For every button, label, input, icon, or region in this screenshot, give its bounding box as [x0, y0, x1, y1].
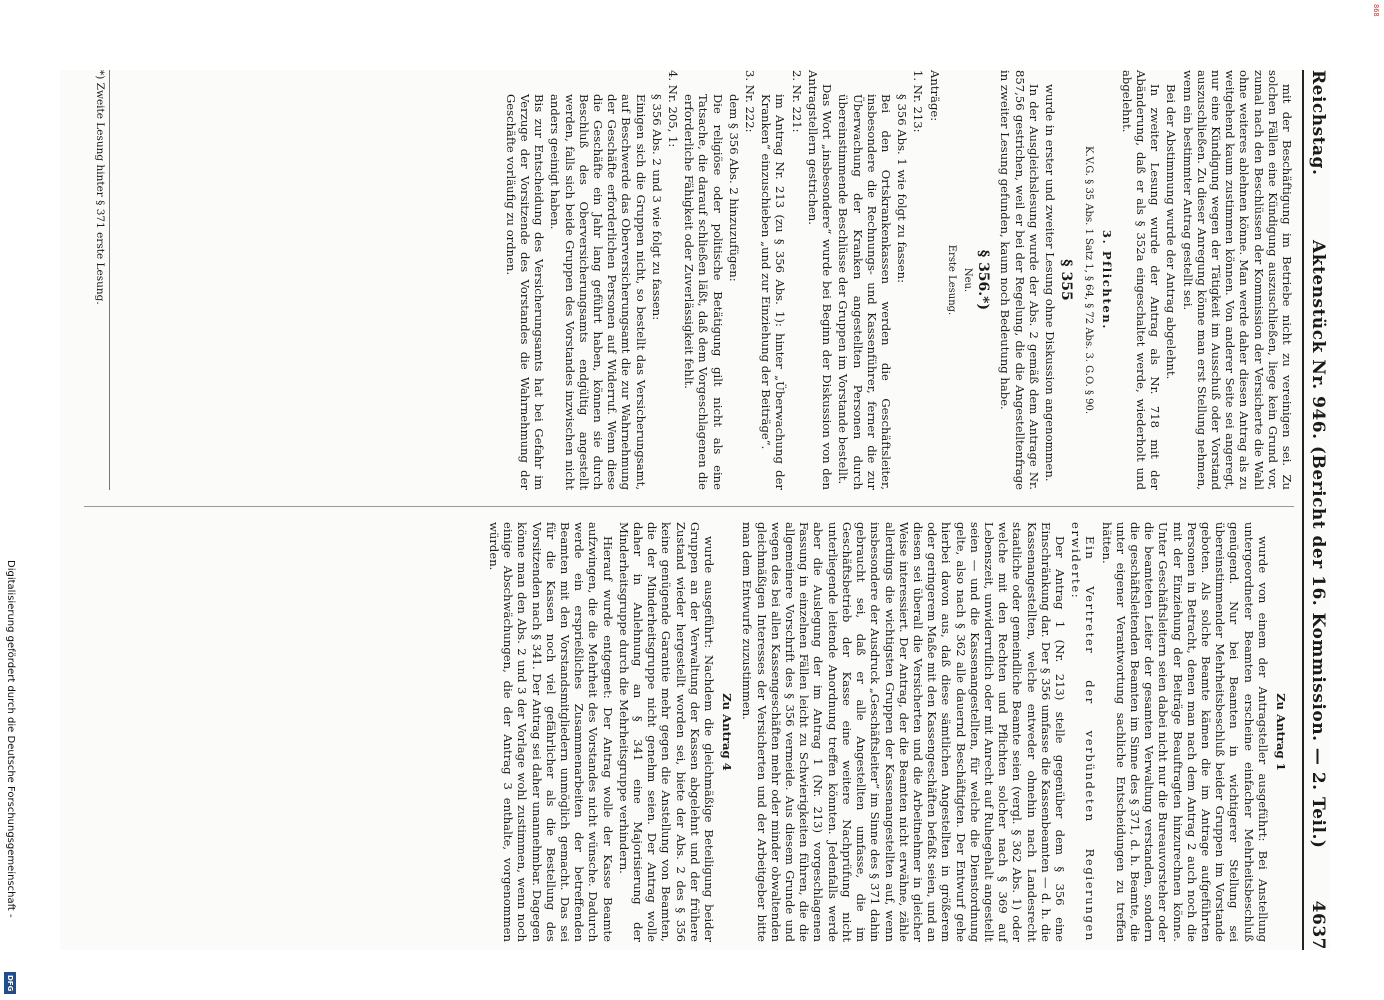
right-column	[485, 522, 1294, 942]
paragraph-355-title: § 355	[1058, 259, 1075, 301]
paragraph-355-text: wurde in erster und zweiter Lesung ohne Diskussion angenommen.	[1042, 84, 1057, 482]
zu-antrag-1-heading: Zu Antrag 1	[1274, 693, 1288, 771]
intro-paragraph-1: mit der Beschäftigung im Betriebe nicht zu vereinigen sei. Zu solchen Fällen eine Kündigung auszuschließen, liege kein Grund vor, zumal nach den Beschlüssen der Kommission der Versicherte die Wahl ohne weiteres ablehnen könne. Man werde daher diesen Antrag als zu weitgehend kaum zustimmen können. Von anderer Seite sei angeregt, nur eine Kündigung wegen der Tätigkeit im Ausschuß oder Vorstand auszuschließen. Zu dieser Anregung könne man erst Stellung nehmen, wenn ein bestimmter Antrag gestellt sei.	[1180, 70, 1294, 490]
header-center: Aktenstück Nr. 946. (Bericht der 16. Kommission. — 2. Teil.)	[1308, 240, 1328, 849]
first-reading-label: Erste Lesung.	[945, 244, 957, 316]
left-column	[502, 70, 1294, 490]
antrag-item: Die religiöse oder politische Betätigung gilt nicht als eine Tatsache, die darauf schließen läßt, daß dem Vorgeschlagenen die erforderliche Fähigkeit oder Zuverlässigkeit fehlt.	[682, 94, 725, 490]
intro-paragraph-2: Bei der Abstimmung wurde der Antrag abgelehnt.	[1164, 84, 1179, 380]
page-number: 4637	[1308, 900, 1328, 950]
antrag-item: 3. Nr. 222:	[743, 70, 758, 133]
section-3-title: 3. Pflichten.	[1099, 229, 1114, 331]
antrag-item: Bis zur Entscheidung des Versicherungsamts hat bei Gefahr im Verzuge der Vorsitzende des Vorstandes die Wahrnehmung der Geschäfte vorläufig zu ordnen.	[503, 94, 547, 490]
antrag-item: § 356 Abs. 1 wie folgt zu fassen:	[895, 94, 910, 283]
scan-mark: 868	[1372, 4, 1380, 17]
antrag-item: Einigen sich die Gruppen nicht, so bestellt das Versicherungsamt, auf Beschwerde das Oberversicherungsamt die zur Wahrnehmung der Geschäfte erforderlichen Personen auf Widerruf. Wenn diese die Geschäfte ein Jahr lang geführt haben, können sie durch Beschluß des Oberversicherungsamts endgültig angestellt werden, falls sich beide Gruppen des Vorstandes inzwischen nicht anders geeinigt haben.	[548, 94, 648, 490]
paragraph-356-new: Neu.	[961, 267, 973, 293]
antrag-item: dem § 356 Abs. 2 hinzuzufügen:	[726, 94, 741, 282]
footnote: *) Zweite Lesung hinter § 371 erste Lesung.	[94, 70, 110, 490]
paragraph-356-title: § 356.*)	[975, 249, 992, 311]
dfg-notice-text: Digitalisierung gefördert durch die Deutsche Forschungsgemeinschaft -	[5, 560, 16, 918]
antrag-1-paragraph: wurde von einem der Antragsteller ausgeführt: Bei Anstellung untergeordneter Beamten erscheine einfacher Mehrheitsbeschluß genügend. Nur bei Beamten in wichtigerer Stellung sei übereinstimmender Mehrheitsbeschluß beider Gruppen im Vorstande geboten. Als solche Beamte kämen die im Antrage aufgeführten Personen in Betracht, denen man nach dem Antrag 2 auch noch die mit der Einziehung der Beiträge Beauftragten hinzurechnen könne. Unter Geschäftsleitern seien dabei nicht nur die Bureauvorsteher oder die beamteten Leiter der gesamten Verwaltung verstanden, sondern die geschäftsleitenden Beamten im Sinne des § 371, d. h. Beamte, die unter eigener Verantwortung sachliche Entscheidungen zu treffen hätten.	[1099, 522, 1270, 942]
antraege-label: Anträge:	[927, 70, 942, 122]
section-3-reference: K.V.G. § 35 Abs. 1 Satz 1, § 64, § 72 Abs. 3. G.O. § 90.	[1083, 145, 1095, 415]
antrag-item: Bei den Ortskrankenkassen werden die Geschäftsleiter, insbesondere die Rechnungs- und Kassenführer, ferner die zur Überwachung der Kranken angestellten Personen durch übereinstimmende Beschlüsse der Gruppen im Vorstande bestellt.	[836, 94, 893, 490]
paragraph-355-extra: In der Ausgleichslesung wurde der Abs. 2 gemäß dem Antrage Nr. 857,56 gestrichen, weil er bei der Regelung, die die Angestelltenfrage in zweiter Lesung gefunden, kaum noch Bedeutung habe.	[998, 70, 1041, 490]
column-divider	[84, 506, 1294, 507]
document-page	[60, 70, 1330, 950]
intro-paragraph-3: In zweiter Lesung wurde der Antrag als Nr. 718 mit der Abänderung, daß er als § 352a eingeschaltet werde, wiederholt und abgelehnt.	[1119, 70, 1163, 490]
antrag-item: im Antrag Nr. 213 (zu § 356 Abs. 1): hinter „Überwachung der Kranken“ einzuschieben „und zur Einziehung der Beiträge“.	[759, 94, 788, 490]
antrag-4-paragraph-2: Hierauf wurde entgegnet: Der Antrag wolle der Kasse Beamte aufzwingen, die die Mehrheit des Vorstandes nicht wünsche. Dadurch werde ein ersprießliches Zusammenarbeiten der betreffenden Beamten mit den Vorstandsmitgliedern unmöglich gemacht. Das sei für die Kassen noch viel gefährlicher als die Bestellung des Vorsitzenden nach § 341. Der Antrag sei daher unannehmbar. Dagegen könne man den Abs. 2 und 3 der Vorlage wohl zustimmen, wenn noch einige Abschwächungen, die der Antrag 3 enthalte, vorgenommen würden.	[487, 522, 615, 942]
antrag-item: § 356 Abs. 2 und 3 wie folgt zu fassen:	[649, 94, 664, 321]
antrag-4-paragraph-1: wurde ausgeführt: Nachdem die gleichmäßige Beteiligung beider Gruppen an der Verwaltung der Kassen abgelehnt und der frühere Zustand wieder hergestellt worden sei, biete der Abs. 2 des § 356 keine genügende Garantie mehr gegen die Anstellung von Beamten, die der Minderheitsgruppe nicht genehm seien. Der Antrag wolle daher in Anlehnung an § 341 eine Majorisierung der Minderheitsgruppe durch die Mehrheitsgruppe verhindern.	[616, 522, 717, 942]
zu-antrag-4-heading: Zu Antrag 4	[720, 693, 735, 771]
antrag-item: Das Wort „insbesondere“ wurde bei Beginn der Diskussion von den Antragstellern gestrichen.	[805, 70, 835, 490]
dfg-logo-icon: DFG	[4, 972, 16, 994]
header-left: Reichstag.	[1308, 70, 1328, 176]
antrag-item: 1. Nr. 213:	[911, 70, 926, 133]
government-rep-intro: Ein Vertreter der verbündeten Regierungen erwiderte:	[1069, 522, 1098, 942]
dfg-notice	[4, 560, 18, 1000]
antrag-item: 4. Nr. 205, 1:	[666, 70, 681, 148]
page-header	[1302, 70, 1330, 950]
government-paragraph: Der Antrag 1 (Nr. 213) stelle gegenüber dem § 356 eine Einschränkung dar. Der § 356 umfasse die Kassenbeamten — d. h. die Kassenangestellten, welche entweder ohnehin nach Landesrecht staatliche oder gemeindliche Beamte seien (vergl. § 362 Abs. 1) oder welche mit den Rechten und Pflichten solcher nach § 369 auf Lebenszeit, unwiderruflich oder mit Anrecht auf Ruhegehalt angestellt seien — und die Kassenangestellten, für welche die Dienstordnung gelte, also nach § 362 alle dauernd Beschäftigten. Der Entwurf gehe hierbei davon aus, daß diese sämtlichen Angestellten in größerem oder geringerem Maße mit den Kassengeschäften befaßt seien, und an diesen sei überall die Versicherten und die Arbeitnehmer in gleicher Weise interessiert. Der Antrag, der die Beamten nicht erwähne, zähle allerdings die wichtigsten Gruppen der Kassenangestellten auf, wenn insbesondere der Ausdruck „Geschäftsleiter“ im Sinne des § 371 dahin gebraucht sei, daß er alle Angestellten umfasse, die im Geschäftsbetrieb der Kasse eine weitere Nachprüfung nicht unterliegende leitende Anordnung treffen könnten. Jedenfalls werde aber die Auslegung der im Antrag 1 (Nr. 213) vorgeschlagenen Fassung in einzelnen Fällen leicht zu Schwierigkeiten führen, die die allgemeinere Vorschrift des § 356 vermeide. Aus diesem Grunde und wegen des bei allen Kassengeschäften mehr oder minder obwaltenden gleichmäßigen Interesses der Versicherten und der Arbeitgeber bitte man dem Entwurfe zuzustimmen.	[740, 522, 1067, 942]
antrag-item: 2. Nr. 221:	[789, 70, 804, 133]
